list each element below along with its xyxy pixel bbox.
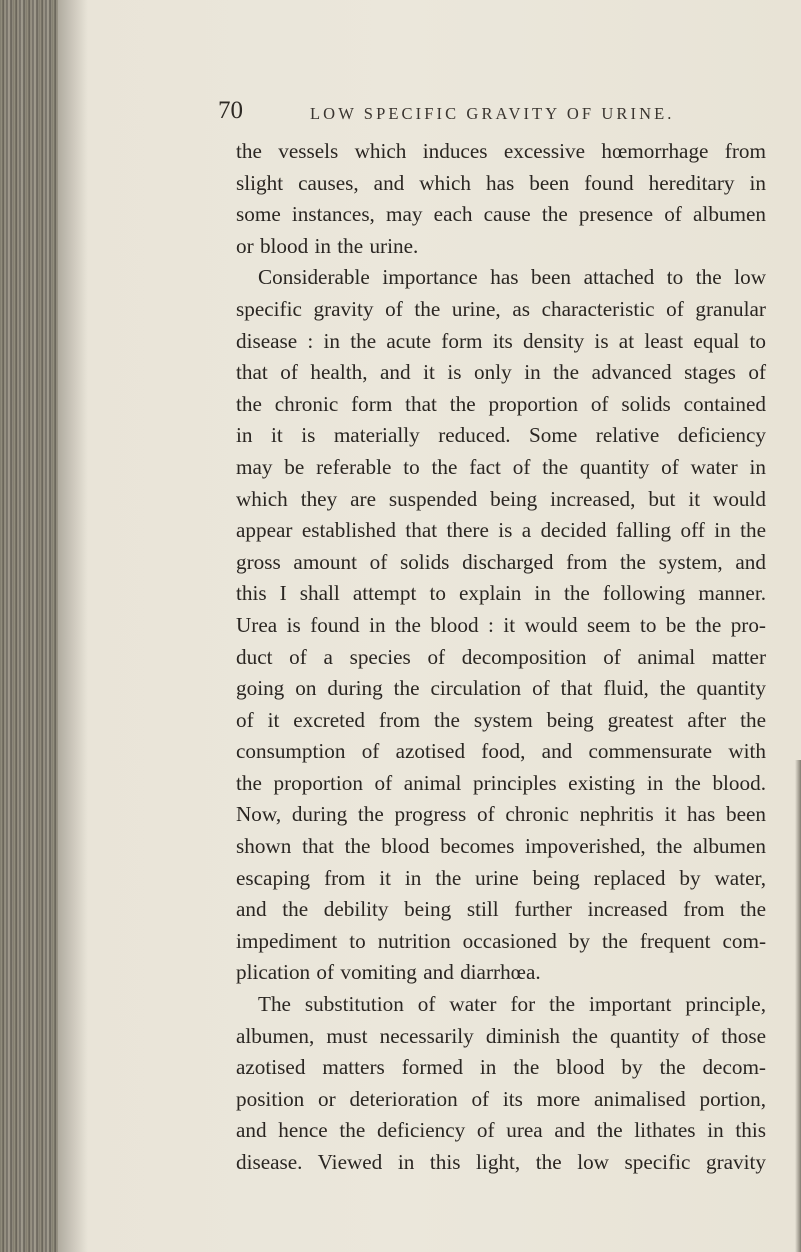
text-line: or blood in the urine. (236, 233, 419, 258)
gutter-shadow (58, 0, 88, 1252)
text-line: appear established that there is a decided falling off in the (236, 518, 766, 543)
text-line: disease. Viewed in this light, the low specific gravity (236, 1150, 766, 1174)
text-line: azotised matters formed in the blood by the decom- (236, 1055, 766, 1080)
text-line: specific gravity of the urine, as characteristic of granular (236, 296, 766, 321)
book-gutter (0, 0, 58, 1252)
text-line: and the debility being still further increased from the (236, 897, 766, 922)
text-line: gross amount of solids discharged from the system, and (236, 549, 766, 574)
text-line: going on during the circulation of that fluid, the quantity (236, 676, 766, 701)
text-line: some instances, may each cause the presence of albumen (236, 202, 766, 227)
text-line: the vessels which induces excessive hœmorrhage from (236, 139, 766, 163)
text-line: of it excreted from the system being greatest after the (236, 707, 766, 732)
paragraph-start-line: Considerable importance has been attached to the low (258, 265, 766, 290)
text-line: consumption of azotised food, and commensurate with (236, 739, 766, 764)
text-line: albumen, must necessarily diminish the quantity of those (236, 1023, 766, 1048)
text-line: slight causes, and which has been found hereditary in (236, 170, 766, 195)
text-line: and hence the deficiency of urea and the lithates in this (236, 1118, 766, 1143)
page-edge-shadow (795, 760, 801, 1252)
text-line: position or deterioration of its more animalised portion, (236, 1086, 766, 1111)
page-header (218, 96, 778, 130)
text-line: Urea is found in the blood : it would seem to be the pro- (236, 612, 766, 637)
text-line: disease : in the acute form its density is at least equal to (236, 328, 766, 353)
text-line: duct of a species of decomposition of animal matter (236, 644, 766, 669)
text-line: escaping from it in the urine being replaced by water, (236, 865, 766, 890)
text-line: shown that the blood becomes impoverished, the albumen (236, 834, 766, 859)
text-line: in it is materially reduced. Some relative deficiency (236, 423, 766, 448)
text-line: the chronic form that the proportion of solids contained (236, 391, 766, 416)
body-text (236, 136, 766, 1179)
text-line: plication of vomiting and diarrhœa. (236, 960, 541, 985)
text-line: impediment to nutrition occasioned by the frequent com- (236, 928, 766, 953)
running-head: LOW SPECIFIC GRAVITY OF URINE. (310, 104, 675, 123)
text-line: Now, during the progress of chronic nephritis it has been (236, 802, 766, 827)
text-line: which they are suspended being increased, but it would (236, 486, 766, 511)
paragraph-start-line: The substitution of water for the important principle, (258, 992, 766, 1017)
text-line: that of health, and it is only in the advanced stages of (236, 360, 766, 385)
page-number: 70 (218, 97, 243, 124)
text-line: the proportion of animal principles existing in the blood. (236, 770, 766, 795)
text-line: this I shall attempt to explain in the following manner. (236, 581, 766, 606)
text-line: may be referable to the fact of the quantity of water in (236, 454, 766, 479)
